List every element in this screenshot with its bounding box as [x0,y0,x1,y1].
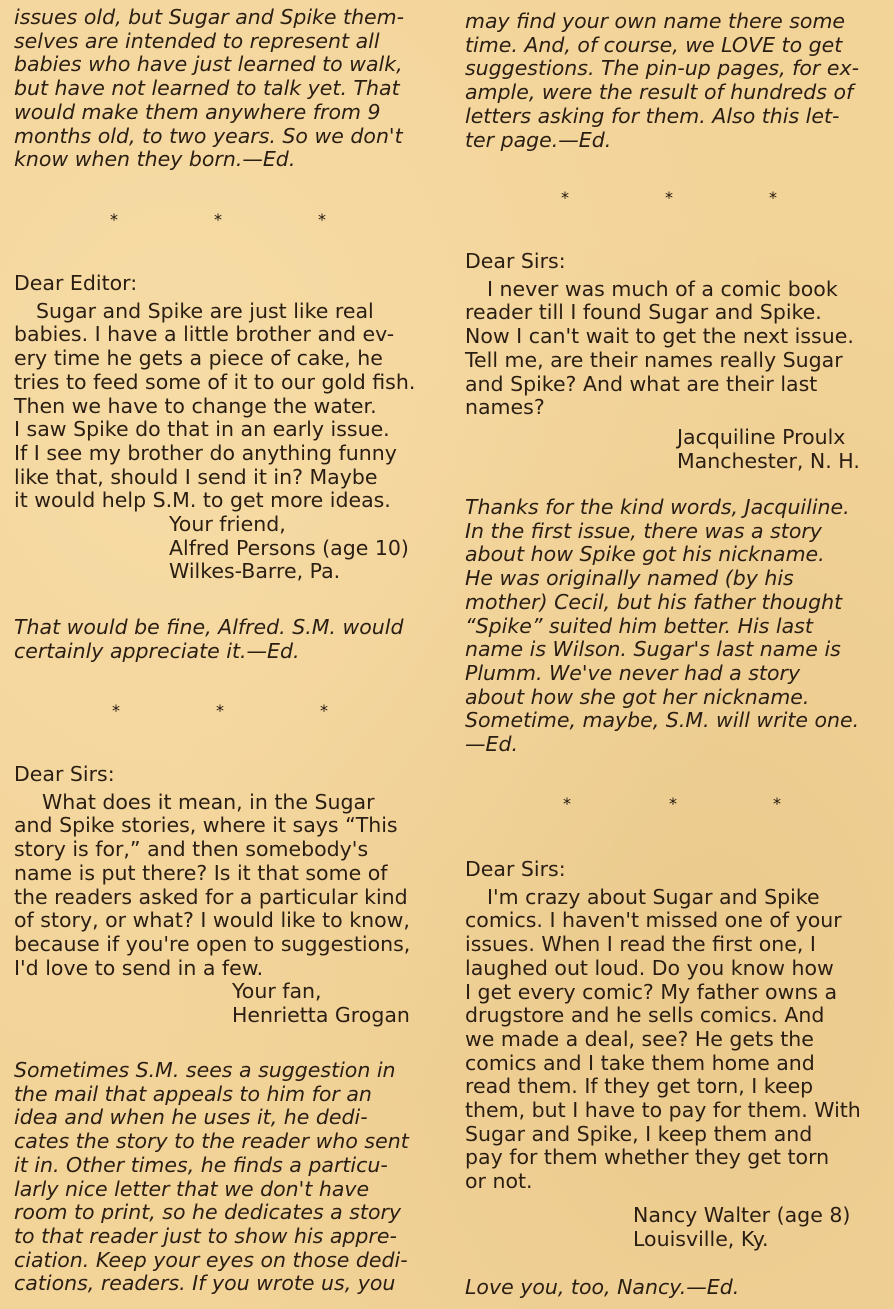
divider-star: * [214,210,222,229]
section-divider [14,212,432,236]
reply-line: may find your own name there some [465,9,846,33]
letter-line: the readers asked for a particular kind [14,884,408,909]
reply-line: mother) Cecil, but his father thought [465,589,843,614]
reply-line: it in. Other times, he finds a particu- [14,1152,388,1177]
letter-author: Henrietta Grogan [232,1003,410,1028]
divider-star: * [669,794,677,813]
letter-line: story is for,” and then somebody's [14,837,369,862]
letter-line: like that, should I send it in? Maybe [14,464,378,489]
letter-body [14,791,432,981]
letter-signature [14,980,432,1027]
letter-line: ery time he gets a piece of cake, he [14,346,383,371]
letter-line: babies. I have a little brother and ev- [14,322,395,347]
reply-line: ample, were the result of hundreds of [465,80,854,105]
letter-line: What does it mean, in the Sugar [42,789,375,814]
letter-author: Jacquiline Proulx [677,424,846,449]
divider-star: * [110,210,118,229]
letter-line: I saw Spike do that in an early issue. [14,417,390,442]
reply-line: cations, readers. If you wrote us, you [14,1271,396,1296]
reply-line: cates the story to the reader who sent [14,1129,409,1154]
letter-line: name is put there? Is it that some of [14,860,388,885]
letter-location: Manchester, N. H. [677,448,860,473]
letter-line: pay for them whether they get torn [465,1145,830,1170]
divider-star: * [773,794,781,813]
letter-line: Then we have to change the water. [14,393,377,418]
letter-line: I'd love to send in a few. [14,955,264,980]
letter-line: Tell me, are their names really Sugar [465,347,843,372]
letter-body [465,886,881,1194]
divider-star: * [665,188,673,207]
divider-star: * [769,188,777,207]
letter-location: Wilkes-Barre, Pa. [169,559,341,584]
reply-line: babies who have just learned to walk, [14,52,403,77]
section-divider [14,703,432,727]
letter-line: read them. If they get torn, I keep [465,1074,814,1099]
reply-line: Love you, too, Nancy.—Ed. [465,1275,740,1299]
letter-line: or not. [465,1169,533,1194]
editor-reply [465,10,881,152]
letter-line: we made a deal, see? He gets the [465,1026,814,1051]
letter-line: comics and I take them home and [465,1050,815,1075]
letter-salutation: Dear Sirs: [465,249,566,273]
letter-line: issues. When I read the first one, I [465,932,816,957]
letter-line: comics. I haven't missed one of your [465,908,842,933]
letter-closing: Your fan, [232,979,322,1004]
reply-line: That would be fine, Alfred. S.M. would [14,615,404,639]
reply-line: months old, to two years. So we don't [14,123,403,148]
divider-star: * [216,701,224,720]
reply-line: certainly appreciate it.—Ed. [14,638,300,663]
reply-line: to that reader just to show his appre- [14,1223,397,1248]
letter-author: Alfred Persons (age 10) [169,535,409,560]
letter-line: it would help S.M. to get more ideas. [14,488,391,513]
reply-line: issues old, but Sugar and Spike them- [14,5,405,29]
reply-line: but have not learned to talk yet. That [14,76,400,101]
letter-line: If I see my brother do anything funny [14,440,397,465]
letter-line: I never was much of a comic book [487,276,838,301]
left-column [14,0,432,1309]
letter-body [14,300,432,513]
right-column [465,0,881,1309]
letter-line: reader till I found Sugar and Spike. [465,300,822,325]
reply-line: Sometimes S.M. sees a suggestion in [14,1058,396,1082]
reply-line: idea and when he uses it, he dedi- [14,1105,368,1130]
reader-letter [465,250,881,473]
reply-line: Plumm. We've never had a story [465,660,801,685]
letter-line: Sugar and Spike are just like real [36,298,374,323]
letter-line: names? [465,395,545,420]
letter-signature [465,1204,881,1251]
letter-line: tries to feed some of it to our gold fish. [14,369,416,394]
letter-salutation: Dear Editor: [14,271,138,295]
reply-line: larly nice letter that we don't have [14,1176,370,1201]
section-divider [465,796,881,820]
reply-line: —Ed. [465,732,518,757]
letter-line: and Spike stories, where it says “This [14,813,398,838]
letter-line: I get every comic? My father owns a [465,979,838,1004]
reader-letter [465,858,881,1251]
letter-line: I'm crazy about Sugar and Spike [487,884,820,909]
letter-line: Sugar and Spike, I keep them and [465,1121,813,1146]
letter-closing: Your friend, [169,512,286,537]
reply-line: suggestions. The pin-up pages, for ex- [465,56,859,81]
reply-line: In the first issue, there was a story [465,518,822,543]
editor-reply [14,1059,432,1296]
divider-star: * [563,794,571,813]
letter-signature [465,426,881,473]
divider-star: * [320,701,328,720]
divider-star: * [112,701,120,720]
divider-star: * [561,188,569,207]
reply-line: name is Wilson. Sugar's last name is [465,637,841,662]
letter-author: Nancy Walter (age 8) [633,1202,851,1227]
reply-line: about how Spike got his nickname. [465,542,825,567]
letter-line: laughed out loud. Do you know how [465,955,834,980]
reply-line: Sometime, maybe, S.M. will write one. [465,708,860,733]
letter-signature [14,513,432,584]
reader-letter [14,763,432,1028]
reply-line: about how she got her nickname. [465,684,810,709]
reply-line: ciation. Keep your eyes on those dedi- [14,1247,408,1272]
section-divider [465,190,881,214]
editor-reply [465,1276,881,1300]
editor-reply [14,6,432,172]
letter-line: because if you're open to suggestions, [14,931,411,956]
reply-line: time. And, of course, we LOVE to get [465,32,843,57]
reply-line: selves are intended to represent all [14,28,380,53]
reply-line: know when they born.—Ed. [14,147,296,172]
reader-letter [14,272,432,584]
editor-reply [465,496,881,757]
letter-salutation: Dear Sirs: [465,857,566,881]
editor-reply [14,616,432,663]
reply-line: room to print, so he dedicates a story [14,1200,402,1225]
divider-star: * [318,210,326,229]
letter-body [465,278,881,420]
letter-line: them, but I have to pay for them. With [465,1098,861,1123]
letter-salutation: Dear Sirs: [14,762,115,786]
reply-line: ter page.—Ed. [465,127,612,152]
reply-line: letters asking for them. Also this let- [465,103,840,128]
reply-line: Thanks for the kind words, Jacquiline. [465,495,850,519]
reply-line: would make them anywhere from 9 [14,99,381,124]
letter-line: drugstore and he sells comics. And [465,1003,825,1028]
letter-line: Now I can't wait to get the next issue. [465,324,854,349]
letter-line: of story, or what? I would like to know, [14,908,410,933]
letter-location: Louisville, Ky. [633,1226,769,1251]
letter-line: and Spike? And what are their last [465,371,818,396]
reply-line: “Spike” suited him better. His last [465,613,813,638]
reply-line: He was originally named (by his [465,566,794,591]
reply-line: the mail that appeals to him for an [14,1081,372,1106]
